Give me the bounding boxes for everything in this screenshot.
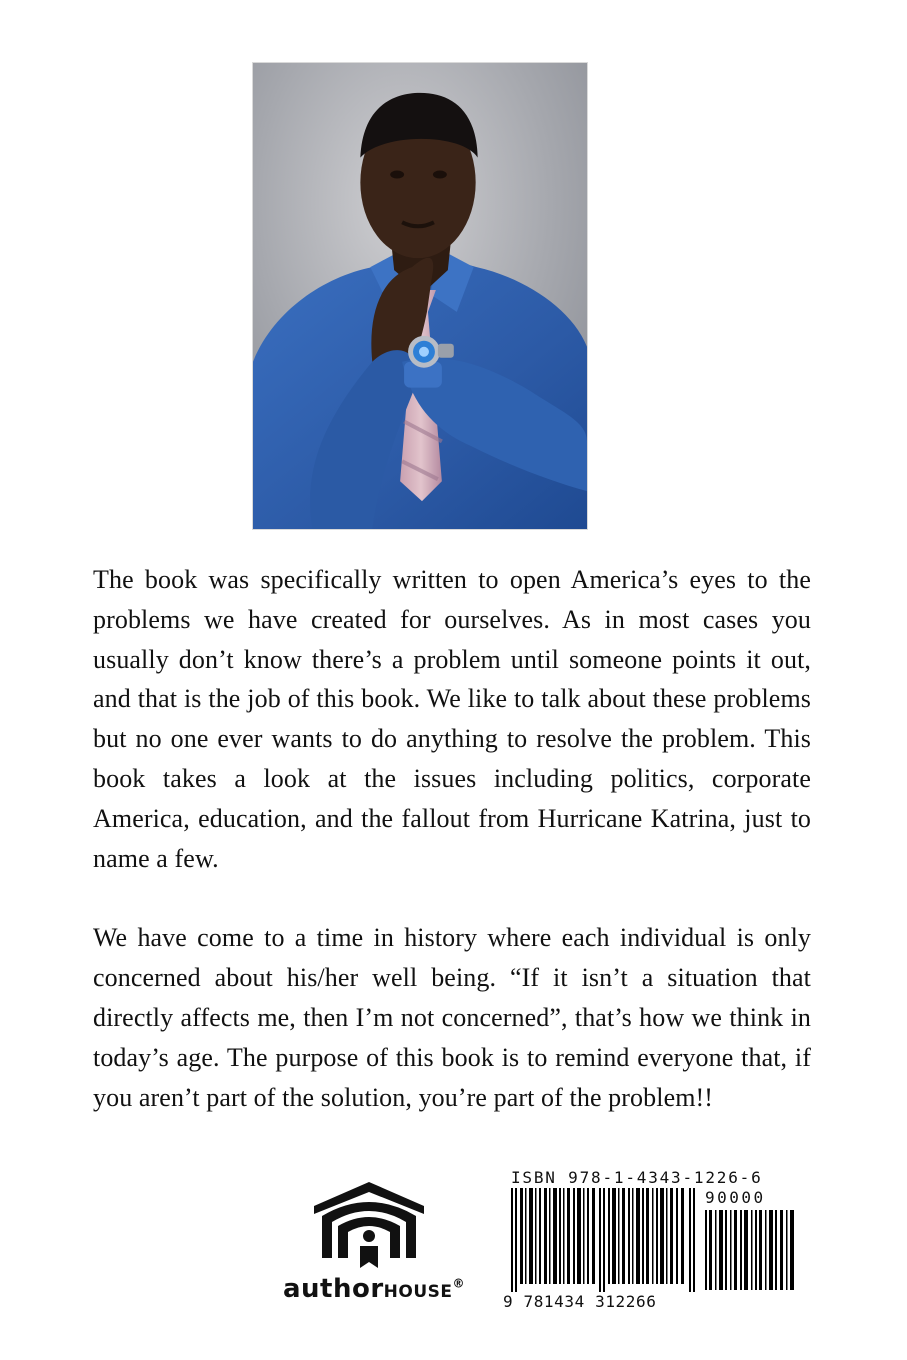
ean-bars — [511, 1188, 695, 1292]
ean-number: 9 781434 312266 — [503, 1292, 657, 1311]
blurb-paragraph-2: We have come to a time in history where each individual is only concerned about his/her well being. “If it isn’t a situation that directly affects me, then I’m not concerned”, that’s how we think in today’s age. The purpose of this book is to remind everyone that, if you aren’t part of the solution, you’re part of the problem!! — [93, 923, 811, 1112]
isbn-barcode — [503, 1168, 799, 1318]
wordmark-author: author — [282, 1274, 384, 1304]
publisher-logo — [276, 1180, 472, 1310]
author-portrait-image — [253, 63, 587, 529]
authorhouse-house-icon — [312, 1180, 426, 1270]
back-cover-blurb — [93, 560, 811, 1117]
isbn-label: ISBN 978-1-4343-1226-6 — [511, 1168, 763, 1187]
wordmark-house: HOUSE — [383, 1282, 453, 1302]
price-code-label: 90000 — [705, 1188, 766, 1207]
publisher-wordmark — [276, 1274, 472, 1304]
blurb-paragraph-1: The book was specifically written to open America’s eyes to the problems we have created for ourselves. As in most cases you usually don’t know there’s a problem until someone points it out, and that is the job of this book. We like to talk about these problems but no one ever wants to do anything to resolve the problem. This book takes a look at the issues including politics, corporate America, education, and the fallout from Hurricane Katrina, just to name a few. — [93, 565, 811, 873]
price-addon-bars — [705, 1210, 797, 1290]
author-photo — [252, 62, 588, 530]
registered-mark: ® — [452, 1276, 466, 1291]
